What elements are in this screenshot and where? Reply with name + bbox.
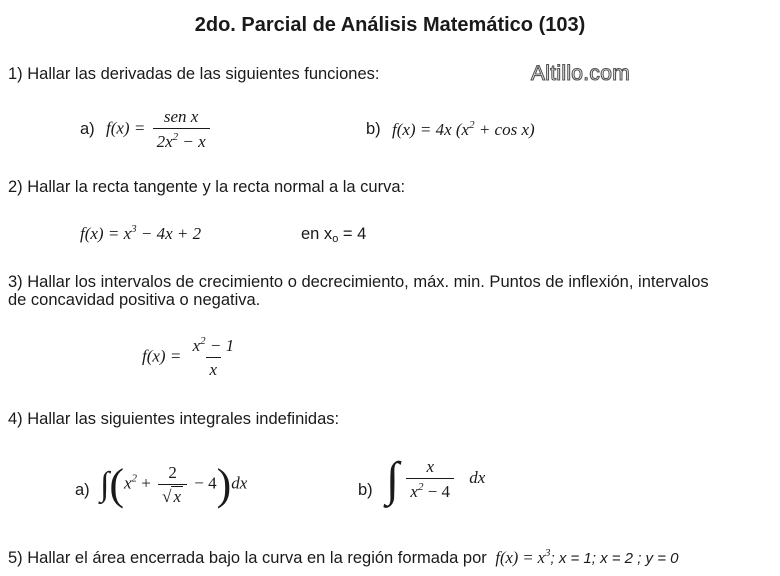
fraction	[153, 107, 210, 152]
fraction-denominator: $x^2 - 4$	[406, 478, 454, 502]
question-4a-label: a)	[75, 481, 90, 499]
question-5-text: 5) Hallar el área encerrada bajo la curva en la región formada por $f(x) = x^3$; x = 1; x = 2 ; y = 0	[8, 547, 679, 567]
question-1a-label: a)	[80, 120, 95, 138]
fraction	[406, 457, 454, 502]
fraction-numerator: 2	[168, 462, 177, 482]
question-1b-label: b)	[366, 120, 381, 138]
question-3-text-line2: de concavidad positiva o negativa.	[8, 291, 261, 309]
question-4b-formula: ∫ $\frac{x}{x^2 - 4}$ dx	[386, 453, 486, 506]
fraction-numerator: $x^2 - 1$	[192, 335, 235, 355]
integral-sign-icon: ∫	[386, 453, 400, 506]
fraction	[189, 335, 239, 380]
sqrt-icon: √	[162, 486, 172, 506]
question-2-text: 2) Hallar la recta tangente y la recta normal a la curva:	[8, 178, 406, 196]
fraction-numerator: sen x	[163, 107, 199, 126]
question-2-point: en $x_o = 4$	[301, 225, 367, 245]
question-1a-formula	[106, 107, 213, 152]
question-1b-formula: f(x) = 4x $(x^2 + \cos x)$	[392, 119, 535, 139]
question-5-formula: $f(x) = x^3$	[495, 547, 551, 567]
fraction-denominator: x	[206, 357, 222, 380]
question-5-conditions: ; x = 1; x = 2 ; y = 0	[550, 550, 679, 567]
question-4b-label: b)	[358, 481, 373, 499]
question-1-text: 1) Hallar las derivadas de las siguientes funciones:	[8, 65, 380, 83]
question-4-text: 4) Hallar las siguientes integrales indefinidas:	[8, 410, 340, 428]
open-paren: (	[109, 460, 124, 509]
fraction-denominator: $2x^2 - x$	[153, 128, 210, 152]
fraction-denominator: √ x	[158, 484, 187, 507]
page-title: 2do. Parcial de Análisis Matemático (103)	[194, 14, 586, 36]
question-3-formula: f(x) = $\frac{x^2 - 1}{x}$	[142, 335, 241, 380]
question-2-formula: $f(x) = x^3 - 4x + 2$	[80, 223, 202, 243]
formula-lhs: f(x) =	[106, 118, 146, 138]
question-3-text-line1: 3) Hallar los intervalos de crecimiento o decrecimiento, máx. min. Puntos de inflexión, intervalos	[8, 273, 709, 291]
question-4a-formula: $\int(x^2$ + $\frac{2}{√ x}$ − 4)dx	[100, 460, 248, 509]
fraction-numerator: x	[426, 457, 434, 476]
close-paren: )	[216, 460, 232, 509]
altillo-logo: Altillo.com	[531, 62, 630, 85]
integral-sign-icon: ∫	[100, 465, 110, 503]
fraction	[158, 463, 187, 507]
